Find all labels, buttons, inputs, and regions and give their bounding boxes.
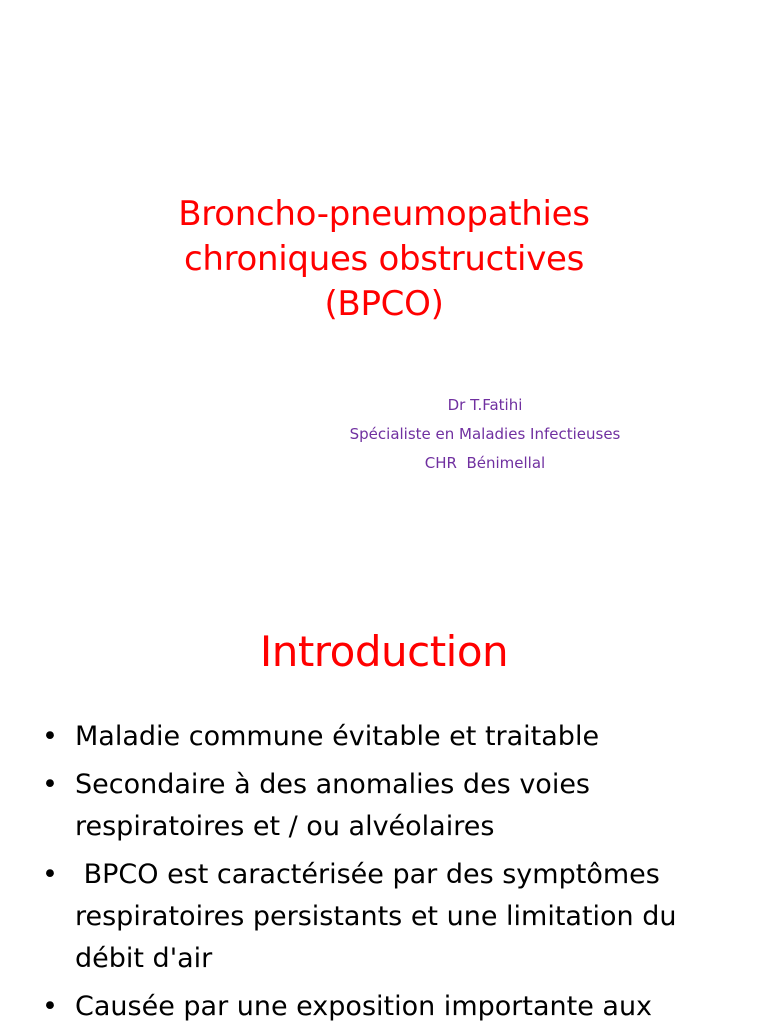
bullet-item <box>0 854 768 980</box>
bullet-list <box>0 716 768 1024</box>
bullet-text: Causée par une exposition importante aux <box>75 991 653 1022</box>
title-line-3: (BPCO) <box>324 284 444 324</box>
section-heading: Introduction <box>259 627 509 676</box>
slide-title <box>0 192 768 327</box>
author-block <box>350 391 621 478</box>
bullet-item <box>0 986 768 1024</box>
bullet-text: respiratoires persistants et une limitation du <box>75 901 677 932</box>
bullet-item <box>0 716 768 758</box>
bullet-text: respiratoires et / ou alvéolaires <box>75 811 495 842</box>
title-line-1: Broncho-pneumopathies <box>178 194 590 234</box>
bullet-item <box>0 764 768 848</box>
title-line-2: chroniques obstructives <box>183 239 585 279</box>
bullet-icon: • <box>42 769 58 800</box>
bullet-text: Maladie commune évitable et traitable <box>75 721 600 752</box>
author-institution: CHR Bénimellal <box>424 454 546 472</box>
bullet-text: Secondaire à des anomalies des voies <box>75 769 591 800</box>
bullet-text: BPCO est caractérisée par des symptômes <box>75 859 660 890</box>
author-specialty: Spécialiste en Maladies Infectieuses <box>349 425 621 443</box>
author-name: Dr T.Fatihi <box>447 396 523 414</box>
bullet-icon: • <box>42 859 58 890</box>
bullet-icon: • <box>42 721 58 752</box>
bullet-icon: • <box>42 991 58 1022</box>
bullet-text: débit d'air <box>75 943 213 974</box>
